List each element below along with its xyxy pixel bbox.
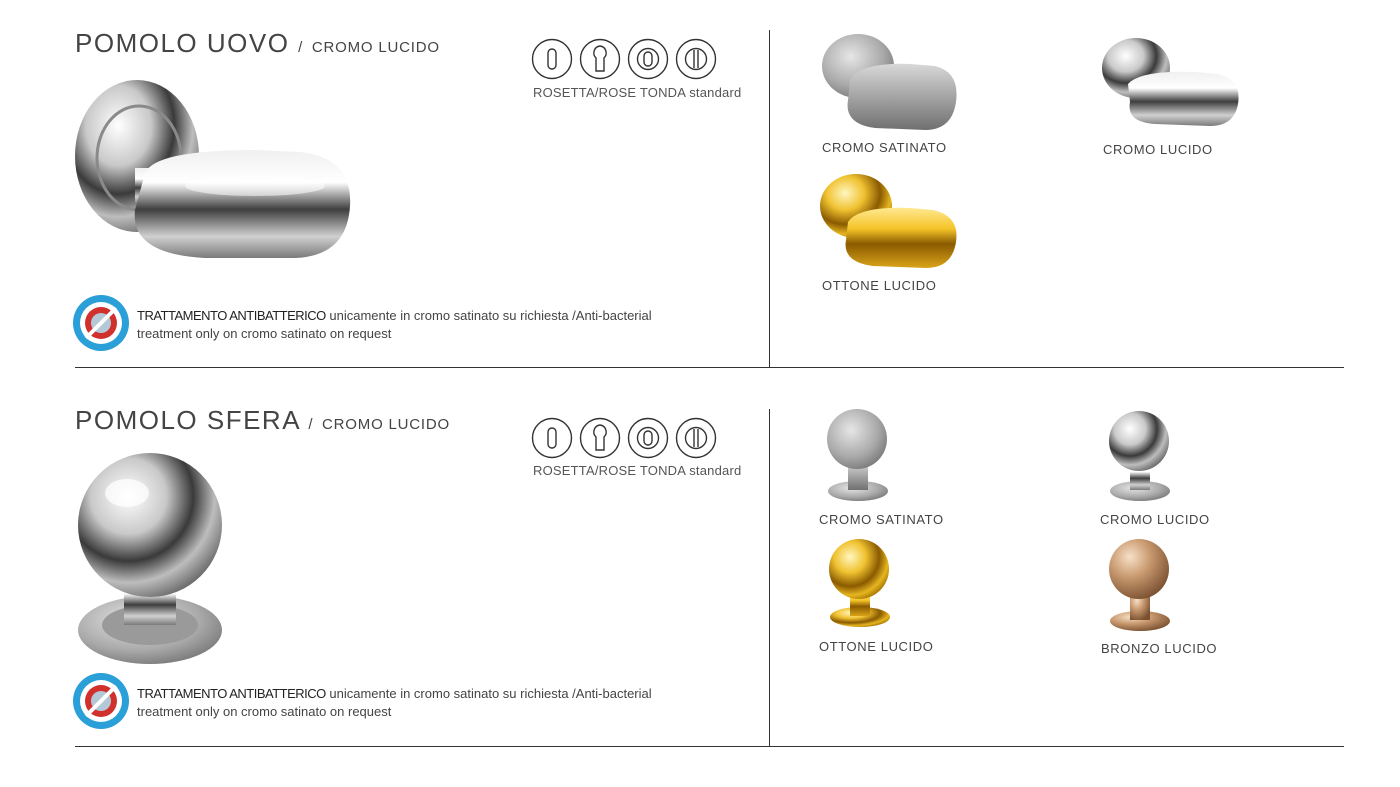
antibacterial-note: [137, 307, 657, 343]
egg-knob-product-image: [75, 78, 385, 268]
title-main: POMOLO SFERA: [75, 405, 300, 435]
wc-rose-icon: [627, 38, 669, 80]
finish-label: CROMO SATINATO: [822, 140, 947, 155]
antibacterial-badge-icon: [72, 294, 130, 352]
antibacterial-note-text: unicamente in cromo satinato su richiesta /Anti-bacterial treatment only on cromo satinato on request: [137, 308, 652, 341]
finish-image-ottone-lucido: [818, 172, 963, 272]
antibacterial-note-strong: TRATTAMENTO ANTIBATTERICO: [137, 308, 326, 323]
privacy-rose-icon: [675, 417, 717, 459]
antibacterial-badge-icon: [72, 672, 130, 730]
keyhole-rose-icon: [531, 417, 573, 459]
finish-label: OTTONE LUCIDO: [822, 278, 937, 293]
section-divider: [75, 746, 1344, 747]
column-divider: [769, 30, 770, 368]
finish-image-ottone-lucido: [824, 537, 894, 632]
finish-image-bronzo-lucido: [1104, 537, 1174, 637]
antibacterial-note-text: unicamente in cromo satinato su richiesta /Anti-bacterial treatment only on cromo satinato on request: [137, 686, 652, 719]
antibacterial-note: [137, 685, 657, 721]
finish-image-cromo-lucido: [1104, 409, 1174, 504]
finish-label: OTTONE LUCIDO: [819, 639, 934, 654]
finish-label: CROMO SATINATO: [819, 512, 944, 527]
privacy-rose-icon: [675, 38, 717, 80]
rose-icons: [531, 38, 717, 80]
column-divider: [769, 409, 770, 747]
finish-label: CROMO LUCIDO: [1103, 142, 1213, 157]
title-separator: /: [298, 39, 304, 56]
finish-image-cromo-satinato: [820, 32, 965, 132]
finish-image-cromo-satinato: [822, 407, 892, 502]
title-finish: CROMO LUCIDO: [322, 416, 450, 433]
section-divider: [75, 367, 1344, 368]
rose-icons: [531, 417, 717, 459]
finish-label: BRONZO LUCIDO: [1101, 641, 1218, 656]
rose-caption: ROSETTA/ROSE TONDA standard: [533, 85, 742, 100]
section-title: [75, 405, 450, 436]
finish-label: CROMO LUCIDO: [1100, 512, 1210, 527]
finish-image-cromo-lucido: [1100, 36, 1245, 131]
cylinder-rose-icon: [579, 38, 621, 80]
section-title: [75, 28, 440, 59]
section-pomolo-uovo: [0, 28, 1400, 368]
cylinder-rose-icon: [579, 417, 621, 459]
antibacterial-note-strong: TRATTAMENTO ANTIBATTERICO: [137, 686, 326, 701]
title-main: POMOLO UOVO: [75, 28, 290, 58]
section-pomolo-sfera: [0, 405, 1400, 747]
title-separator: /: [308, 416, 314, 433]
title-finish: CROMO LUCIDO: [311, 39, 440, 56]
wc-rose-icon: [627, 417, 669, 459]
rose-caption: ROSETTA/ROSE TONDA standard: [533, 463, 742, 478]
keyhole-rose-icon: [531, 38, 573, 80]
sphere-knob-product-image: [72, 455, 232, 665]
